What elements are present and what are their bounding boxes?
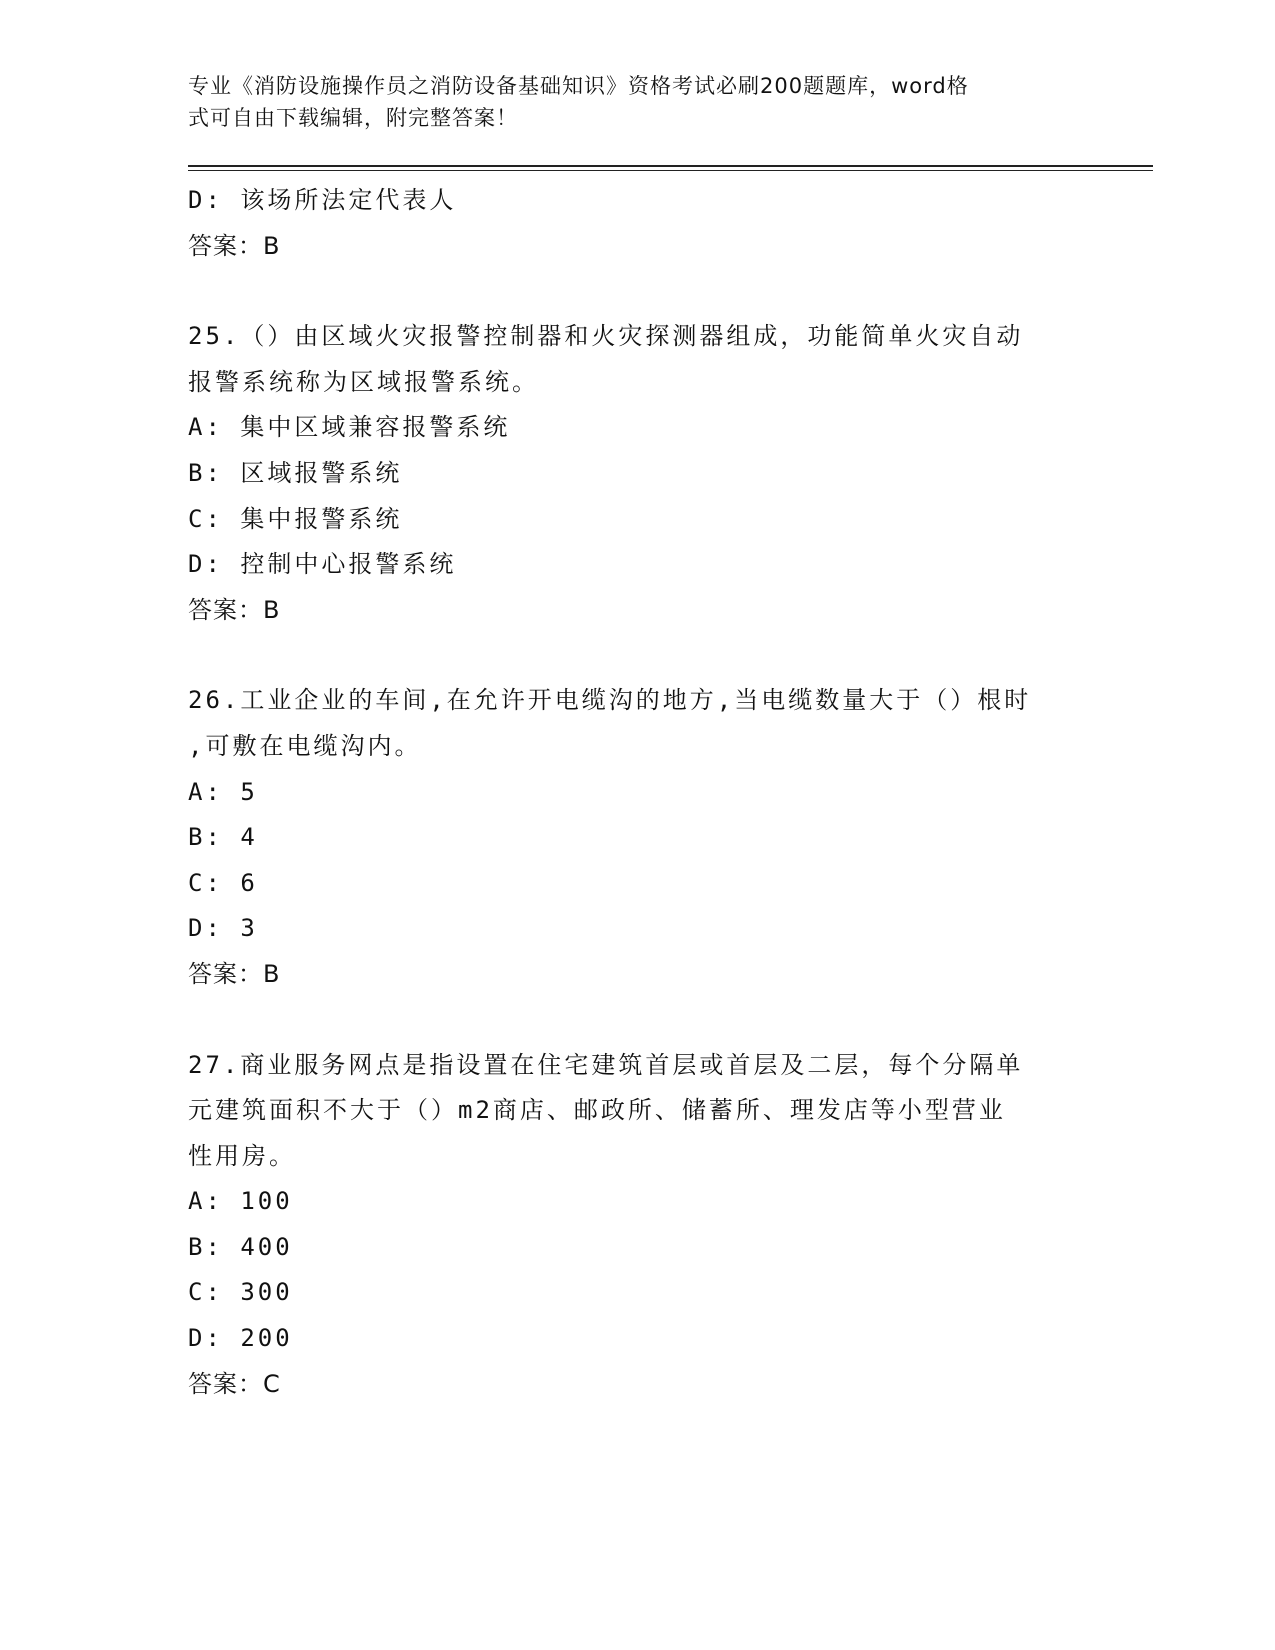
option-a: A: 集中区域兼容报警系统	[188, 413, 511, 442]
document-page	[188, 70, 1153, 1407]
question-list	[188, 178, 1153, 1407]
answer-line: 答案：B	[188, 595, 281, 624]
question-text-line: ,可敷在电缆沟内。	[188, 731, 422, 760]
option-b: B: 4	[188, 823, 258, 852]
option-c: C: 集中报警系统	[188, 504, 403, 533]
answer-line: 答案：B	[188, 231, 281, 260]
option-d: D: 200	[188, 1324, 293, 1353]
option-c: C: 300	[188, 1278, 293, 1307]
option-b: B: 400	[188, 1232, 293, 1261]
question-25	[188, 314, 1068, 405]
option-d: D: 该场所法定代表人	[188, 186, 457, 214]
question-text-line: 性用房。	[188, 1141, 296, 1170]
document-header	[188, 70, 1068, 134]
question-text-line: 元建筑面积不大于（）m2商店、邮政所、储蓄所、理发店等小型营业	[188, 1096, 1006, 1125]
question-27	[188, 1043, 1068, 1180]
question-26	[188, 678, 1068, 769]
header-divider	[188, 165, 1153, 170]
option-d: D: 控制中心报警系统	[188, 550, 457, 579]
option-d: D: 3	[188, 914, 258, 943]
header-line-1: 专业《消防设施操作员之消防设备基础知识》资格考试必刷200题题库，word格	[188, 74, 969, 98]
header-line-2: 式可自由下载编辑，附完整答案！	[188, 106, 518, 130]
option-a: A: 100	[188, 1187, 293, 1216]
question-text-line: 27.商业服务网点是指设置在住宅建筑首层或首层及二层，每个分隔单	[188, 1050, 1024, 1079]
option-b: B: 区域报警系统	[188, 458, 403, 487]
question-text-line: 26.工业企业的车间,在允许开电缆沟的地方,当电缆数量大于（）根时	[188, 686, 1032, 715]
option-c: C: 6	[188, 868, 258, 897]
answer-line: 答案：B	[188, 959, 281, 988]
question-text-line: 报警系统称为区域报警系统。	[188, 367, 539, 396]
option-a: A: 5	[188, 777, 258, 806]
question-text-line: 25.（）由区域火灾报警控制器和火灾探测器组成，功能简单火灾自动	[188, 322, 1024, 351]
answer-line: 答案：C	[188, 1369, 281, 1398]
